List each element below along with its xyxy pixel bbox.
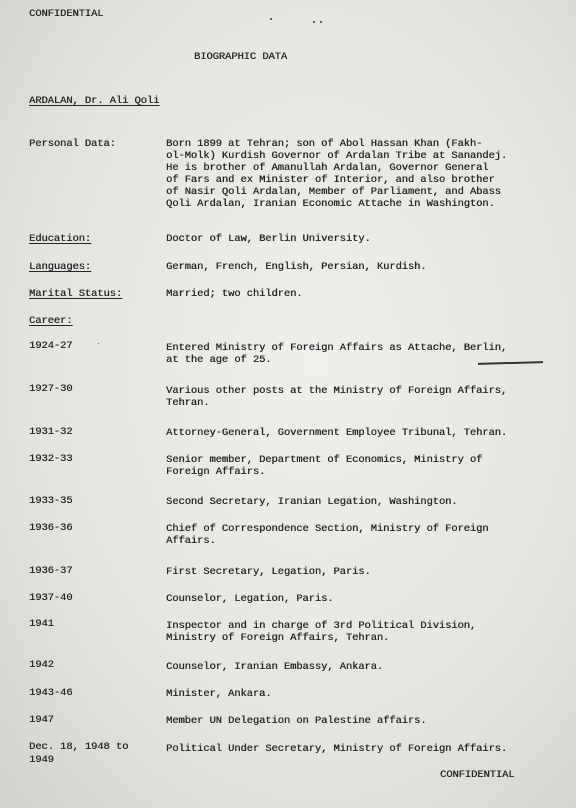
career-years: 1932-33 (29, 453, 73, 465)
career-years: 1927-30 (29, 383, 73, 395)
personal-line: He is brother of Amanullah Ardalan, Governor General (166, 162, 489, 174)
languages-value: German, French, English, Persian, Kurdish. (166, 261, 427, 273)
document-title: BIOGRAPHIC DATA (194, 51, 288, 63)
personal-line: Qoli Ardalan, Iranian Economic Attache in Washington. (166, 198, 495, 210)
career-years: 1949 (29, 754, 54, 766)
career-line: at the age of 25. (166, 354, 272, 366)
career-line: Second Secretary, Iranian Legation, Washington. (166, 496, 458, 508)
marital-status-label: Marital Status: (29, 288, 123, 300)
classification-bottom: CONFIDENTIAL (440, 769, 515, 781)
career-line: Foreign Affairs. (166, 466, 266, 478)
career-line: Inspector and in charge of 3rd Political Division, (166, 620, 477, 632)
career-line: Counselor, Legation, Paris. (166, 593, 334, 605)
personal-line: of Nasir Qoli Ardalan, Member of Parliament, and Abass (166, 186, 501, 198)
personal-line: ol-Molk) Kurdish Governor of Ardalan Tribe at Sanandej. (166, 150, 508, 162)
subject-name: ARDALAN, Dr. Ali Qoli (29, 95, 160, 107)
career-years: 1943-46 (29, 687, 73, 699)
career-years: 1936-36 (29, 522, 73, 534)
career-line: Entered Ministry of Foreign Affairs as Attache, Berlin, (166, 342, 508, 354)
career-years: 1937-40 (29, 592, 73, 604)
education-value: Doctor of Law, Berlin University. (166, 233, 371, 245)
career-line: Counselor, Iranian Embassy, Ankara. (166, 661, 384, 673)
career-years: 1936-37 (29, 565, 73, 577)
career-years: 1947 (29, 714, 54, 726)
career-years: 1933-35 (29, 495, 73, 507)
career-line: Senior member, Department of Economics, Ministry of (166, 454, 483, 466)
career-line: Political Under Secretary, Ministry of Foreign Affairs. (166, 743, 508, 755)
career-years: 1941 (29, 618, 54, 630)
classification-top: CONFIDENTIAL (29, 8, 104, 20)
career-line: Attorney-General, Government Employee Tribunal, Tehran. (166, 427, 508, 439)
career-line: Affairs. (166, 535, 216, 547)
career-years: 1942 (29, 659, 54, 671)
career-years: 1924-27 (29, 340, 73, 352)
personal-data-label: Personal Data: (29, 138, 116, 150)
career-line: First Secretary, Legation, Paris. (166, 566, 371, 578)
marital-status-value: Married; two children. (166, 288, 303, 300)
career-label: Career: (29, 315, 73, 327)
personal-line: of Fars and ex Minister of Interior, and also brother (166, 174, 495, 186)
career-years: Dec. 18, 1948 to (29, 741, 129, 753)
career-line: Tehran. (166, 397, 210, 409)
career-line: Ministry of Foreign Affairs, Tehran. (166, 632, 390, 644)
education-label: Education: (29, 233, 92, 245)
personal-line: Born 1899 at Tehran; son of Abol Hassan Khan (Fakh- (166, 138, 483, 150)
career-line: Minister, Ankara. (166, 688, 272, 700)
languages-label: Languages: (29, 261, 92, 273)
career-line: Member UN Delegation on Palestine affairs. (166, 715, 427, 727)
handwritten-underline (478, 361, 543, 365)
career-line: Chief of Correspondence Section, Ministry of Foreign (166, 523, 489, 535)
career-years: 1931-32 (29, 426, 73, 438)
career-line: Various other posts at the Ministry of Foreign Affairs, (166, 385, 508, 397)
